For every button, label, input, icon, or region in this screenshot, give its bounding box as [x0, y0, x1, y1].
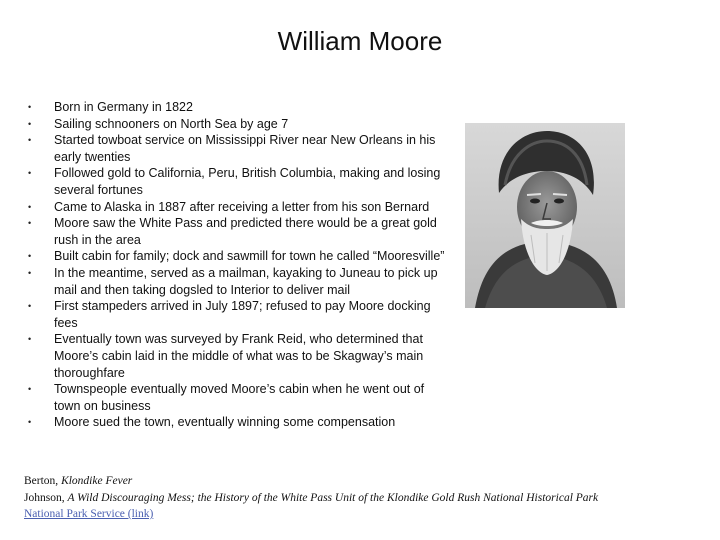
- bullet-text: Sailing schnooners on North Sea by age 7: [54, 116, 289, 131]
- bullet-text: Followed gold to California, Peru, British Columbia, making and losing several fortunes: [54, 166, 441, 197]
- citation-johnson: [24, 490, 684, 507]
- citations: [24, 473, 684, 523]
- bullet-text: Moore sued the town, eventually winning some compensation: [54, 415, 396, 430]
- bullet-text: Born in Germany in 1822: [54, 100, 193, 114]
- bullet-dot: •: [28, 267, 32, 278]
- bullet-item: [28, 215, 448, 248]
- bullet-dot: •: [28, 168, 32, 179]
- bullet-dot: •: [28, 135, 32, 146]
- bullet-item: [28, 331, 448, 381]
- bullet-text: Built cabin for family; dock and sawmill for town he called “Mooresville”: [54, 249, 445, 264]
- bullet-text: First stampeders arrived in July 1897; refused to pay Moore docking fees: [54, 299, 431, 330]
- bullet-dot: •: [28, 301, 32, 312]
- citation-title: Klondike Fever: [61, 475, 133, 487]
- citation-author: Johnson,: [24, 491, 68, 504]
- bullet-dot: •: [28, 218, 32, 229]
- slide-title: William Moore: [277, 26, 443, 56]
- bullet-dot: •: [28, 118, 32, 129]
- bullet-item: [28, 132, 448, 165]
- nps-link[interactable]: National Park Service (link): [24, 508, 154, 520]
- bullet-dot: •: [28, 201, 32, 212]
- bullet-item: [28, 248, 448, 265]
- bullet-text: In the meantime, served as a mailman, kayaking to Juneau to pick up mail and then taking dogsled to Interior to deliver mail: [54, 265, 438, 297]
- bullet-item: [28, 414, 448, 431]
- citation-author: Berton,: [24, 475, 62, 487]
- bullet-text: Moore saw the White Pass and predicted there would be a great gold rush in the area: [54, 216, 437, 247]
- bullet-list: [28, 99, 448, 431]
- bullet-dot: •: [28, 251, 32, 262]
- portrait-photo: [465, 123, 625, 308]
- bullet-item: [28, 265, 448, 298]
- bullet-item: [28, 165, 448, 198]
- bullet-item: [28, 199, 448, 216]
- bullet-text: Eventually town was surveyed by Frank Reid, who determined that Moore’s cabin laid in the middle of what was to be Skagway’s main thoroughfare: [54, 332, 424, 380]
- bullet-item: [28, 116, 448, 133]
- bullet-text: Townspeople eventually moved Moore’s cabin when he went out of town on business: [54, 382, 425, 413]
- citation-berton: [24, 473, 684, 490]
- bullet-text: Started towboat service on Mississippi River near New Orleans in his early twenties: [54, 133, 436, 164]
- bullet-dot: •: [28, 417, 32, 428]
- bullet-item: [28, 298, 448, 331]
- bullet-item: [28, 99, 448, 116]
- portrait-photo-icon: [465, 123, 625, 308]
- bullet-text: Came to Alaska in 1887 after receiving a letter from his son Bernard: [54, 199, 430, 214]
- bullet-item: [28, 381, 448, 414]
- bullet-dot: •: [28, 102, 32, 112]
- bullet-dot: •: [28, 384, 32, 395]
- bullet-dot: •: [28, 334, 32, 345]
- citation-title: A Wild Discouraging Mess; the History of the White Pass Unit of the Klondike Gold Rush National Historical Park: [67, 491, 599, 504]
